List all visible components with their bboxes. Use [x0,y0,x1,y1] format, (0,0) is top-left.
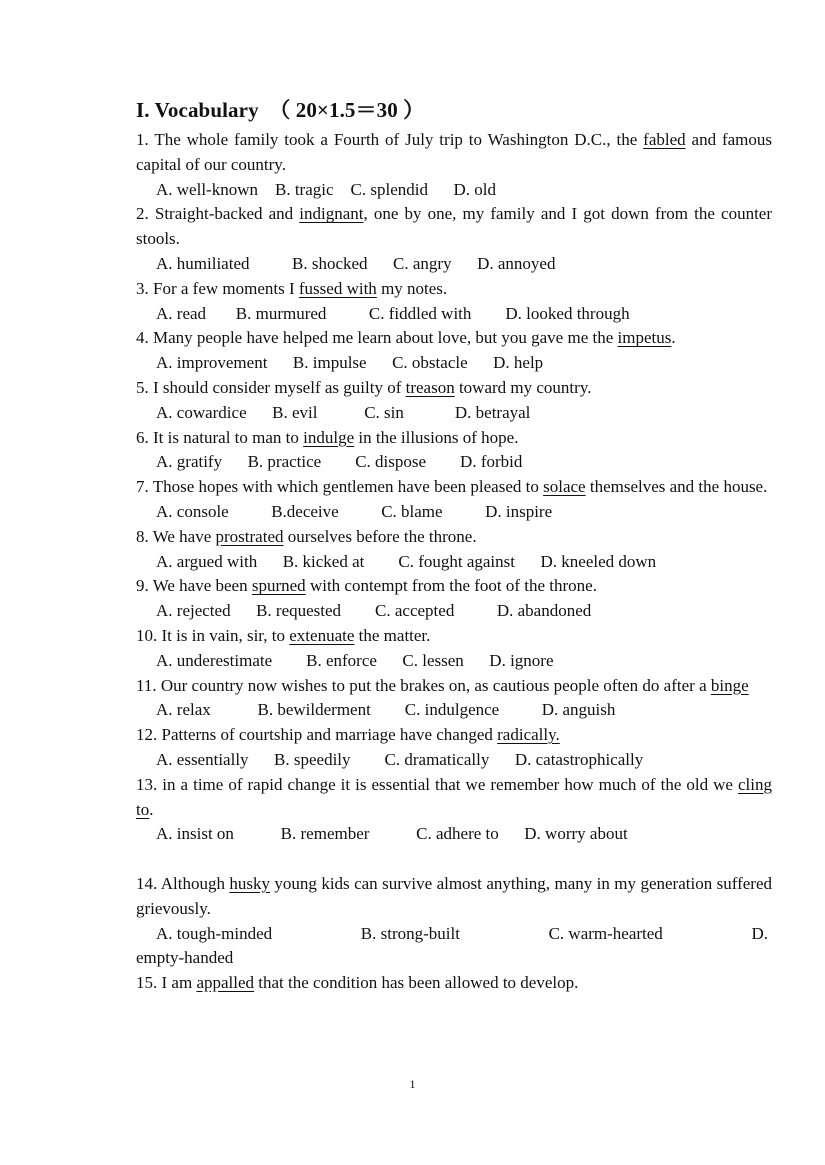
question-7 [136,475,772,500]
question-text: 10. It is in vain, sir, to [136,625,290,645]
question-text: 3. For a few moments I [136,278,299,298]
target-word: impetus [617,328,672,348]
target-word: indignant [299,204,364,224]
question-text: ourselves before the throne. [283,526,477,546]
question-text: , one by one, my family and I got down from the counter stools. [136,204,772,249]
question-5 [136,376,772,401]
question-text: . [149,799,154,819]
option-a: A. tough-minded [156,923,273,943]
question-9 [136,574,772,599]
question-8 [136,525,772,550]
option-c: C. warm-hearted [548,923,663,943]
vocabulary-section [136,96,772,996]
blank-line [136,847,772,872]
question-1 [136,128,772,178]
target-word: solace [543,477,586,497]
question-text: themselves and the house. [585,477,768,497]
question-text: in the illusions of hope. [354,427,519,447]
options-13: A. insist on B. remember C. adhere to D. worry about [156,824,628,844]
question-4 [136,326,772,351]
target-word: binge [710,675,749,695]
option-b: B. strong-built [360,923,460,943]
options-14-continued: empty-handed [136,948,234,968]
question-6 [136,426,772,451]
question-text: with contempt from the foot of the throne. [305,576,597,596]
question-text: the matter. [354,625,431,645]
options-2: A. humiliated B. shocked C. angry D. annoyed [156,253,556,273]
question-text: 4. Many people have helped me learn about love, but you gave me the [136,328,618,348]
options-1: A. well-known B. tragic C. splendid D. old [156,179,496,199]
options-8: A. argued with B. kicked at C. fought against D. kneeled down [156,551,657,571]
question-text: young kids can survive almost anything, many in my generation suffered grievously. [136,873,772,918]
options-5: A. cowardice B. evil C. sin D. betrayal [156,402,531,422]
question-text: 7. Those hopes with which gentlemen have been pleased to [136,477,544,497]
question-2 [136,202,772,252]
question-text: 15. I am [136,973,197,993]
page-number: 1 [409,1077,416,1091]
question-text: 14. Although [136,873,230,893]
options-14 [136,922,772,947]
target-word: fussed with [298,278,377,298]
question-text: and famous capital of our country. [136,130,772,174]
question-text: that the condition has been allowed to develop. [254,973,579,993]
question-text: toward my country. [454,377,592,397]
options-9: A. rejected B. requested C. accepted D. abandoned [156,601,592,621]
options-12: A. essentially B. speedily C. dramatically D. catastrophically [156,749,644,769]
question-text: 1. The whole family took a Fourth of July trip to Washington D.C., the [136,130,644,149]
question-text: 9. We have been [136,576,252,596]
question-text: . [671,328,676,348]
target-word: indulge [303,427,355,447]
section-title: I. Vocabulary （ 20×1.5＝30 ） [136,98,425,122]
question-text: 12. Patterns of courtship and marriage have changed [136,725,498,745]
question-text: 5. I should consider myself as guilty of [136,377,406,397]
options-3: A. read B. murmured C. fiddled with D. looked through [156,303,630,323]
target-word: fabled [643,130,686,149]
options-6: A. gratify B. practice C. dispose D. forbid [156,452,523,472]
target-word: cling to [136,774,772,819]
question-text: 8. We have [136,526,216,546]
target-word: appalled [196,973,255,993]
question-text: 2. Straight-backed and [136,204,300,224]
question-13 [136,773,772,823]
question-10 [136,624,772,649]
target-word: treason [405,377,455,397]
question-text: my notes. [376,278,448,298]
options-7: A. console B.deceive C. blame D. inspire [156,501,553,521]
target-word: extenuate [289,625,355,645]
target-word: prostrated [215,526,284,546]
target-word: radically. [497,725,560,745]
target-word: husky [229,873,270,893]
option-d: D. [751,923,768,943]
options-10: A. underestimate B. enforce C. lessen D. ignore [156,650,554,670]
question-3 [136,277,772,302]
question-11 [136,674,772,699]
question-14 [136,872,772,922]
question-text: 11. Our country now wishes to put the brakes on, as cautious people often do after a [136,675,711,695]
question-12 [136,723,772,748]
options-4: A. improvement B. impulse C. obstacle D. help [156,353,544,373]
question-text: 13. in a time of rapid change it is essential that we remember how much of the old we [136,774,738,794]
question-text: 6. It is natural to man to [136,427,304,447]
question-15 [136,971,772,996]
options-11: A. relax B. bewilderment C. indulgence D. anguish [156,700,616,720]
target-word: spurned [251,576,306,596]
